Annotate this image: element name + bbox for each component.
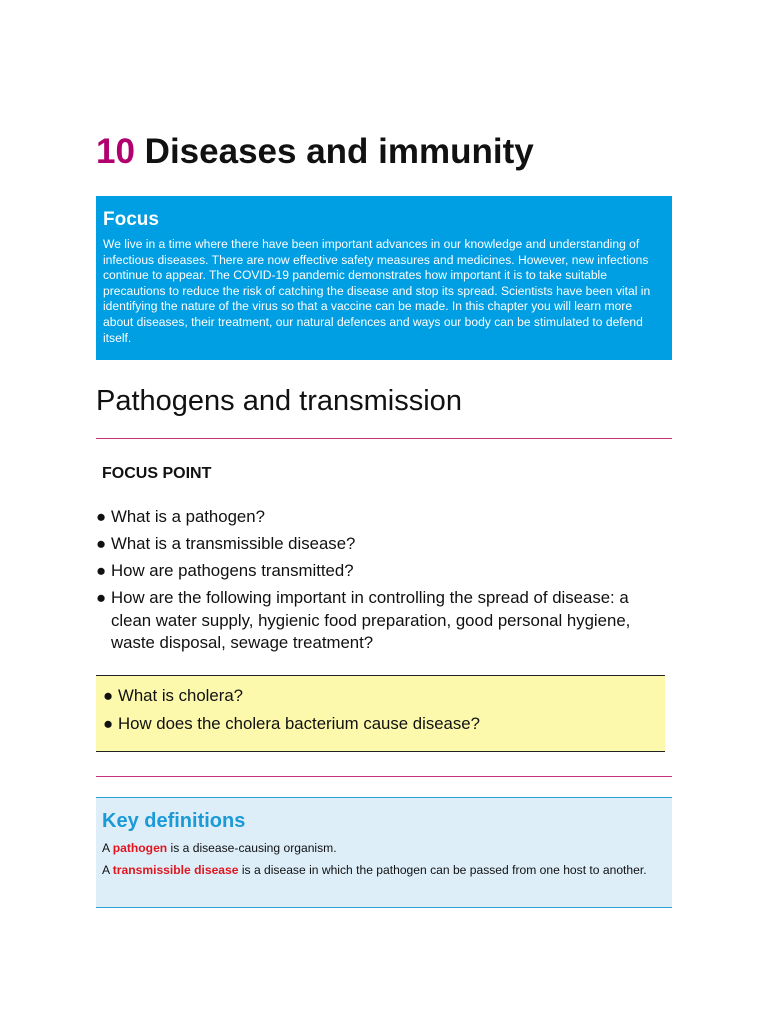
section-divider-bottom [96,776,672,777]
definition-term: pathogen [112,841,168,855]
chapter-number: 10 [96,132,135,171]
chapter-title-text: Diseases and immunity [144,132,534,171]
definition-text: is a disease in which the pathogen can be passed from one host to another. [238,863,647,877]
definition-pathogen [102,840,666,856]
list-item [103,713,665,736]
list-item [96,587,672,655]
focus-point-heading: FOCUS POINT [102,465,212,482]
key-definitions-box [96,797,672,908]
question-text: What is a transmissible disease? [111,534,356,553]
list-item [96,533,672,556]
definition-term: transmissible disease [112,863,239,877]
bullet-icon: ● [103,713,114,733]
definition-prefix: A [102,841,113,855]
list-item [96,560,672,583]
question-text: How are the following important in controlling the spread of disease: a clean water supply, hygienic food preparation, good personal hygiene, waste disposal, sewage treatment? [111,588,631,652]
bullet-icon: ● [96,588,107,607]
definition-text: is a disease-causing organism. [167,841,337,855]
bullet-icon: ● [96,507,107,526]
extension-questions [96,685,665,735]
key-definitions-heading: Key definitions [102,810,246,832]
question-text: How does the cholera bacterium cause disease? [118,713,480,733]
bullet-icon: ● [103,686,114,705]
definition-transmissible-disease [102,862,666,878]
focus-heading: Focus [103,209,159,230]
list-item [96,506,672,529]
focus-box [96,196,672,360]
section-divider-top [96,438,672,439]
list-item [103,685,665,708]
question-text: What is a pathogen? [111,507,265,526]
section-title: Pathogens and transmission [96,385,462,417]
extension-box [96,675,665,752]
question-text: What is cholera? [118,686,243,705]
question-text: How are pathogens transmitted? [111,561,354,580]
focus-text: We live in a time where there have been important advances in our knowledge and understanding of infectious diseases. There are now effective safety measures and medicines. However, new infections continue to appear. The COVID-19 pandemic demonstrates how important it is to take suitable precautions to reduce the risk of catching the disease and stop its spread. Scientists have been vital in identifying the nature of the virus so that a vaccine can be made. In this chapter you will learn more about diseases, their treatment, our natural defences and ways our body can be stimulated to defend itself. [103,237,651,345]
definition-prefix: A [102,863,113,877]
bullet-icon: ● [96,561,107,580]
focus-point-questions [96,506,672,659]
chapter-title [96,130,534,174]
bullet-icon: ● [96,534,107,553]
